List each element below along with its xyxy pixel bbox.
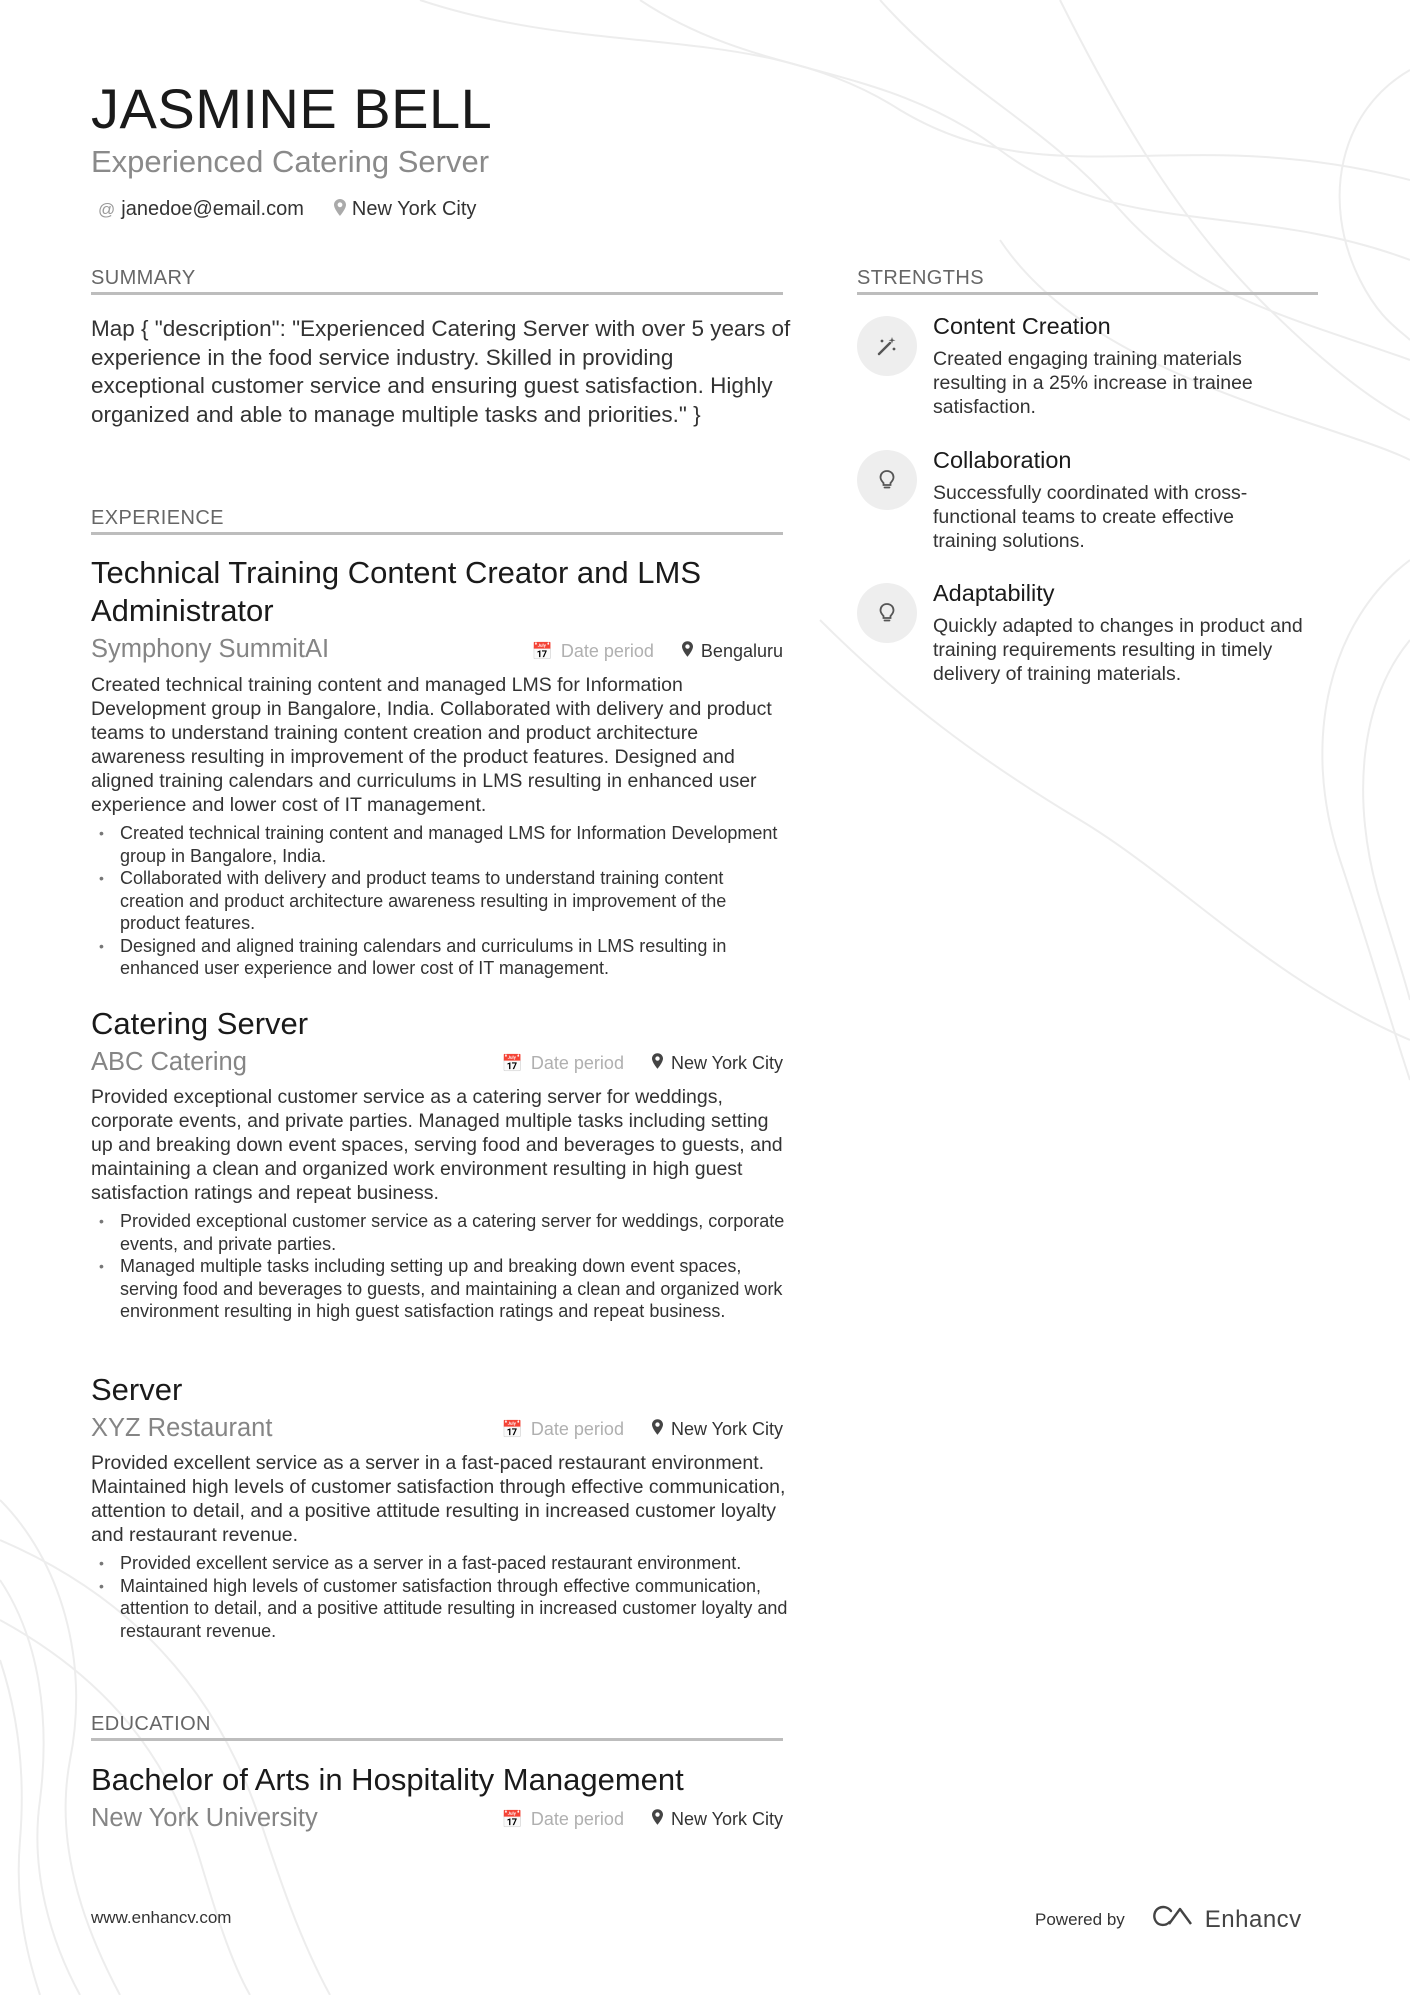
strengths-heading: STRENGTHS (857, 267, 984, 289)
calendar-icon: 📅 (531, 641, 553, 661)
list-item: • Collaborated with delivery and product teams to understand training content creation and product architecture awareness resulting in improvement of the product features. (91, 867, 791, 935)
education-heading: EDUCATION (91, 1713, 211, 1735)
strength-description: Quickly adapted to changes in product and training requirements resulting in timely delivery of training materials. (933, 615, 1303, 685)
powered-by-text: Powered by (1035, 1909, 1125, 1929)
job-location: Bengaluru (700, 641, 783, 661)
education-divider (91, 1738, 783, 1741)
list-item: • Managed multiple tasks including setting up and breaking down event spaces, serving food and beverages to guests, and maintaining a clean and organized work environment resulting in high guest satisfaction ratings and repeat business. (91, 1255, 791, 1323)
summary-divider (91, 292, 783, 295)
job-description: Provided excellent service as a server in a fast-paced restaurant environment. Maintained high levels of customer satisfaction through effective communication, attention to detail, and a positive attitude resulting in increased customer loyalty and restaurant revenue. (91, 1452, 786, 1546)
list-item: • Designed and aligned training calendars and curriculums in LMS resulting in enhanced user experience and lower cost of IT management. (91, 935, 791, 980)
footer-website-link[interactable]: www.enhancv.com (91, 1908, 232, 1927)
experience-heading: EXPERIENCE (91, 507, 224, 529)
job-location: New York City (670, 1053, 783, 1073)
list-item: • Provided excellent service as a server in a fast-paced restaurant environment. (91, 1552, 791, 1575)
experience-divider (91, 532, 783, 535)
footer-branding (1035, 1904, 1302, 1935)
location-pin-icon (652, 1419, 663, 1440)
summary-heading: SUMMARY (91, 267, 196, 289)
job-meta (502, 1053, 783, 1074)
strength-title: Adaptability (933, 580, 1055, 606)
email-text[interactable]: janedoe@email.com (121, 198, 304, 220)
company-name: ABC Catering (91, 1048, 247, 1076)
candidate-name: JASMINE BELL (91, 77, 493, 140)
job-title: Server (91, 1372, 183, 1407)
calendar-icon: 📅 (501, 1809, 523, 1829)
location-pin-icon (652, 1053, 663, 1074)
list-item: • Maintained high levels of customer satisfaction through effective communication, attention to detail, and a positive attitude resulting in increased customer loyalty and restaurant revenue. (91, 1575, 791, 1643)
strength-description: Created engaging training materials resulting in a 25% increase in trainee satisfaction. (933, 348, 1253, 418)
education-location: New York City (670, 1809, 783, 1829)
calendar-icon: 📅 (501, 1053, 523, 1073)
job-meta (532, 641, 783, 662)
date-period: Date period (530, 1419, 624, 1439)
date-period: Date period (560, 641, 654, 661)
contact-info (98, 198, 476, 221)
strength-title: Collaboration (933, 447, 1072, 473)
job-description: Provided exceptional customer service as a catering server for weddings, corporate events, and private parties. Managed multiple tasks including setting up and breaking down event spaces, serving food and beverages to guests, and maintaining a clean and organized work environment resulting in high guest satisfaction ratings and repeat business. (91, 1086, 783, 1204)
location-pin-icon (682, 641, 693, 662)
lightbulb-icon (857, 450, 917, 510)
list-item: • Provided exceptional customer service as a catering server for weddings, corporate events, and private parties. (91, 1210, 791, 1255)
at-sign-icon: @ (98, 199, 116, 219)
date-period: Date period (530, 1809, 624, 1829)
strengths-divider (857, 292, 1318, 295)
location-text: New York City (351, 198, 477, 220)
company-name: Symphony SummitAI (91, 635, 330, 663)
strength-title: Content Creation (933, 313, 1111, 339)
summary-text: Map { "description": "Experienced Catering Server with over 5 years of experience in the food service industry. Skilled in providing exceptional customer service and ensuring guest satisfaction. Highly organized and able to manage multiple tasks and priorities." } (91, 316, 791, 427)
candidate-title: Experienced Catering Server (91, 144, 490, 179)
enhancv-logo-icon (1151, 1904, 1197, 1935)
job-location: New York City (670, 1419, 783, 1439)
education-meta (502, 1809, 783, 1830)
job-bullets (91, 1552, 791, 1642)
school-name: New York University (91, 1804, 318, 1832)
brand-name: Enhancv (1204, 1905, 1302, 1933)
calendar-icon: 📅 (501, 1419, 523, 1439)
job-meta (502, 1419, 783, 1440)
job-title: Catering Server (91, 1006, 309, 1041)
location-pin-icon (652, 1809, 663, 1830)
location-pin-icon (334, 199, 346, 221)
date-period: Date period (530, 1053, 624, 1073)
lightbulb-icon (857, 583, 917, 643)
job-bullets (91, 1210, 791, 1323)
list-item: • Created technical training content and managed LMS for Information Development group in Bangalore, India. (91, 822, 791, 867)
job-bullets (91, 822, 791, 980)
degree-title: Bachelor of Arts in Hospitality Management (91, 1762, 684, 1797)
magic-wand-icon (857, 316, 917, 376)
job-description: Created technical training content and managed LMS for Information Development group in Bangalore, India. Collaborated with delivery and product teams to understand training content creation and product architecture awareness resulting in improvement of the product features. Designed and aligned training calendars and curriculums in LMS resulting in enhanced user experience and lower cost of IT management. (91, 674, 772, 816)
strength-description: Successfully coordinated with cross-functional teams to create effective training solutions. (933, 482, 1248, 552)
company-name: XYZ Restaurant (91, 1414, 273, 1442)
job-title: Technical Training Content Creator and LMS Administrator (91, 555, 701, 628)
